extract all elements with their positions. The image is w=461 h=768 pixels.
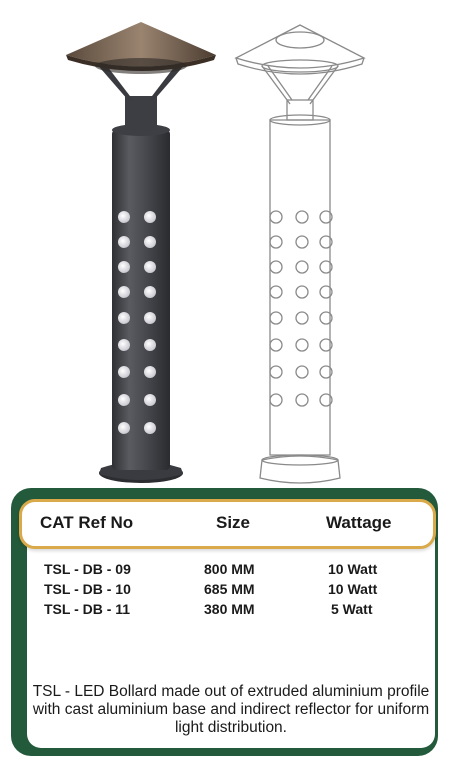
product-description: TSL - LED Bollard made out of extruded aluminium profile with cast aluminium base and indirect reflector for uniform light distribution. — [32, 683, 430, 736]
cell-ref: TSL - DB - 09 — [44, 561, 131, 577]
cell-wattage: 10 Watt — [328, 581, 378, 597]
cell-ref: TSL - DB - 10 — [44, 581, 131, 597]
cell-wattage: 5 Watt — [331, 601, 373, 617]
header-cat-ref: CAT Ref No — [40, 513, 134, 532]
cell-size: 685 MM — [204, 581, 255, 597]
header-wattage: Wattage — [326, 513, 392, 532]
cell-size: 800 MM — [204, 561, 255, 577]
bollard-photo — [66, 22, 216, 483]
cell-size: 380 MM — [204, 601, 255, 617]
table-row — [0, 581, 461, 601]
table-row — [0, 561, 461, 581]
cell-wattage: 10 Watt — [328, 561, 378, 577]
header-size: Size — [216, 513, 251, 532]
bollard-line-drawing — [236, 25, 364, 483]
table-row — [0, 601, 461, 621]
drawing-holes — [270, 211, 332, 406]
cell-ref: TSL - DB - 11 — [44, 601, 131, 617]
